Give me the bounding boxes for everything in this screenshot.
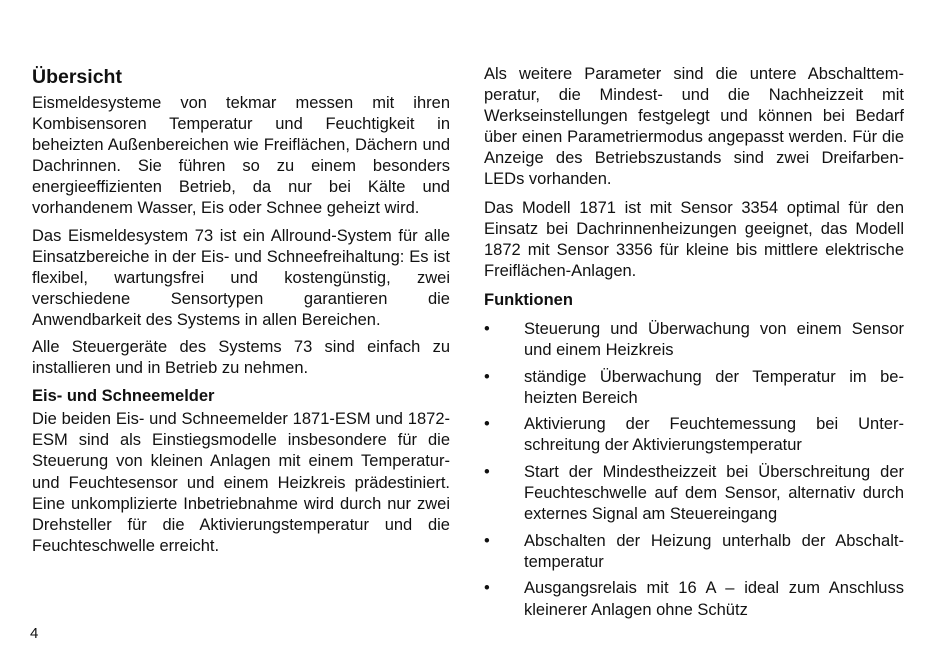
paragraph-detectors: Die beiden Eis- und Schneemelder 1871-ESM und 1872-ESM sind als Einstiegsmodelle insbesondere für die Steuerung von kleinen Anlagen mit einem Temperatur- und Feuchtesensor und einem Heizkreis prädestiniert. Eine unkomplizierte Inbetriebnahme wird durch nur zwei Drehsteller für die Aktivierungstemperatur und die Feuchteschwelle erreicht. bbox=[32, 410, 450, 555]
list-item-text: Ausgangsrelais mit 16 A – ideal zum Anschluss kleinerer Anlagen ohne Schütz bbox=[524, 579, 904, 619]
list-item bbox=[484, 414, 904, 456]
bullet-icon: • bbox=[484, 531, 490, 550]
left-column bbox=[32, 64, 450, 563]
list-item bbox=[484, 578, 904, 620]
list-item bbox=[484, 367, 904, 409]
list-item-text: Start der Mindestheizzeit bei Überschreitung der Feuchteschwelle auf dem Sensor, alternativ durch externes Signal am Steuereingang bbox=[524, 463, 904, 524]
right-column bbox=[484, 64, 904, 626]
paragraph-parameters: Als weitere Parameter sind die untere Abschalttemperatur, die Mindest- und die Nachheizzeit mit Werkseinstellungen festgelegt und können bei Bedarf über einen Parametriermodus angepasst werden. Für die Anzeige des Betriebszustands sind zwei Dreifarben-LEDs vorhanden. bbox=[484, 65, 904, 189]
list-item-text: Aktivierung der Feuchtemessung bei Unterschreitung der Aktivierungstemperatur bbox=[524, 415, 904, 455]
bullet-icon: • bbox=[484, 415, 490, 434]
paragraph-installation: Alle Steuergeräte des Systems 73 sind einfach zu installieren und in Betrieb zu nehmen. bbox=[32, 338, 450, 378]
paragraph-overview-intro: Eismeldesysteme von tekmar messen mit ihren Kombisensoren Temperatur und Feuchtigkeit in beheizten Außenbereichen wie Freiflächen, Dächern und Dachrinnen. Sie führen so zu einem besonders energieeffizienten Betrieb, da nur bei Kälte und vorhandenem Wasser, Eis oder Schnee geheizt wird. bbox=[32, 94, 450, 218]
heading-overview: Übersicht bbox=[32, 66, 122, 88]
heading-functions: Funktionen bbox=[484, 290, 573, 309]
bullet-icon: • bbox=[484, 463, 490, 481]
bullet-icon: • bbox=[484, 579, 490, 598]
bullet-icon: • bbox=[484, 367, 490, 386]
list-item bbox=[484, 531, 904, 573]
list-item-text: Abschalten der Heizung unterhalb der Abschalttemperatur bbox=[524, 531, 904, 571]
list-item bbox=[484, 462, 904, 525]
page-number: 4 bbox=[30, 625, 39, 642]
list-item-text: Steuerung und Überwachung von einem Sensor und einem Heizkreis bbox=[524, 319, 904, 360]
paragraph-system-73: Das Eismeldesystem 73 ist ein Allround-System für alle Einsatzbereiche in der Eis- und Schneefreihaltung: Es ist flexibel, wartungsfrei und kostengünstig, zwei verschiedene Sensortypen garantieren die Anwendbarkeit des Systems in allen Bereichen. bbox=[32, 226, 450, 329]
functions-list bbox=[484, 319, 904, 621]
paragraph-models: Das Modell 1871 ist mit Sensor 3354 optimal für den Einsatz bei Dachrinnenheizungen geeignet, das Modell 1872 mit Sensor 3356 für kleine bis mittlere elektrische Freiflächen-Anlagen. bbox=[484, 198, 904, 280]
list-item bbox=[484, 319, 904, 361]
heading-ice-snow-detectors: Eis- und Schneemelder bbox=[32, 387, 215, 406]
bullet-icon: • bbox=[484, 319, 490, 338]
list-item-text: ständige Überwachung der Temperatur im beheizten Bereich bbox=[524, 367, 904, 407]
